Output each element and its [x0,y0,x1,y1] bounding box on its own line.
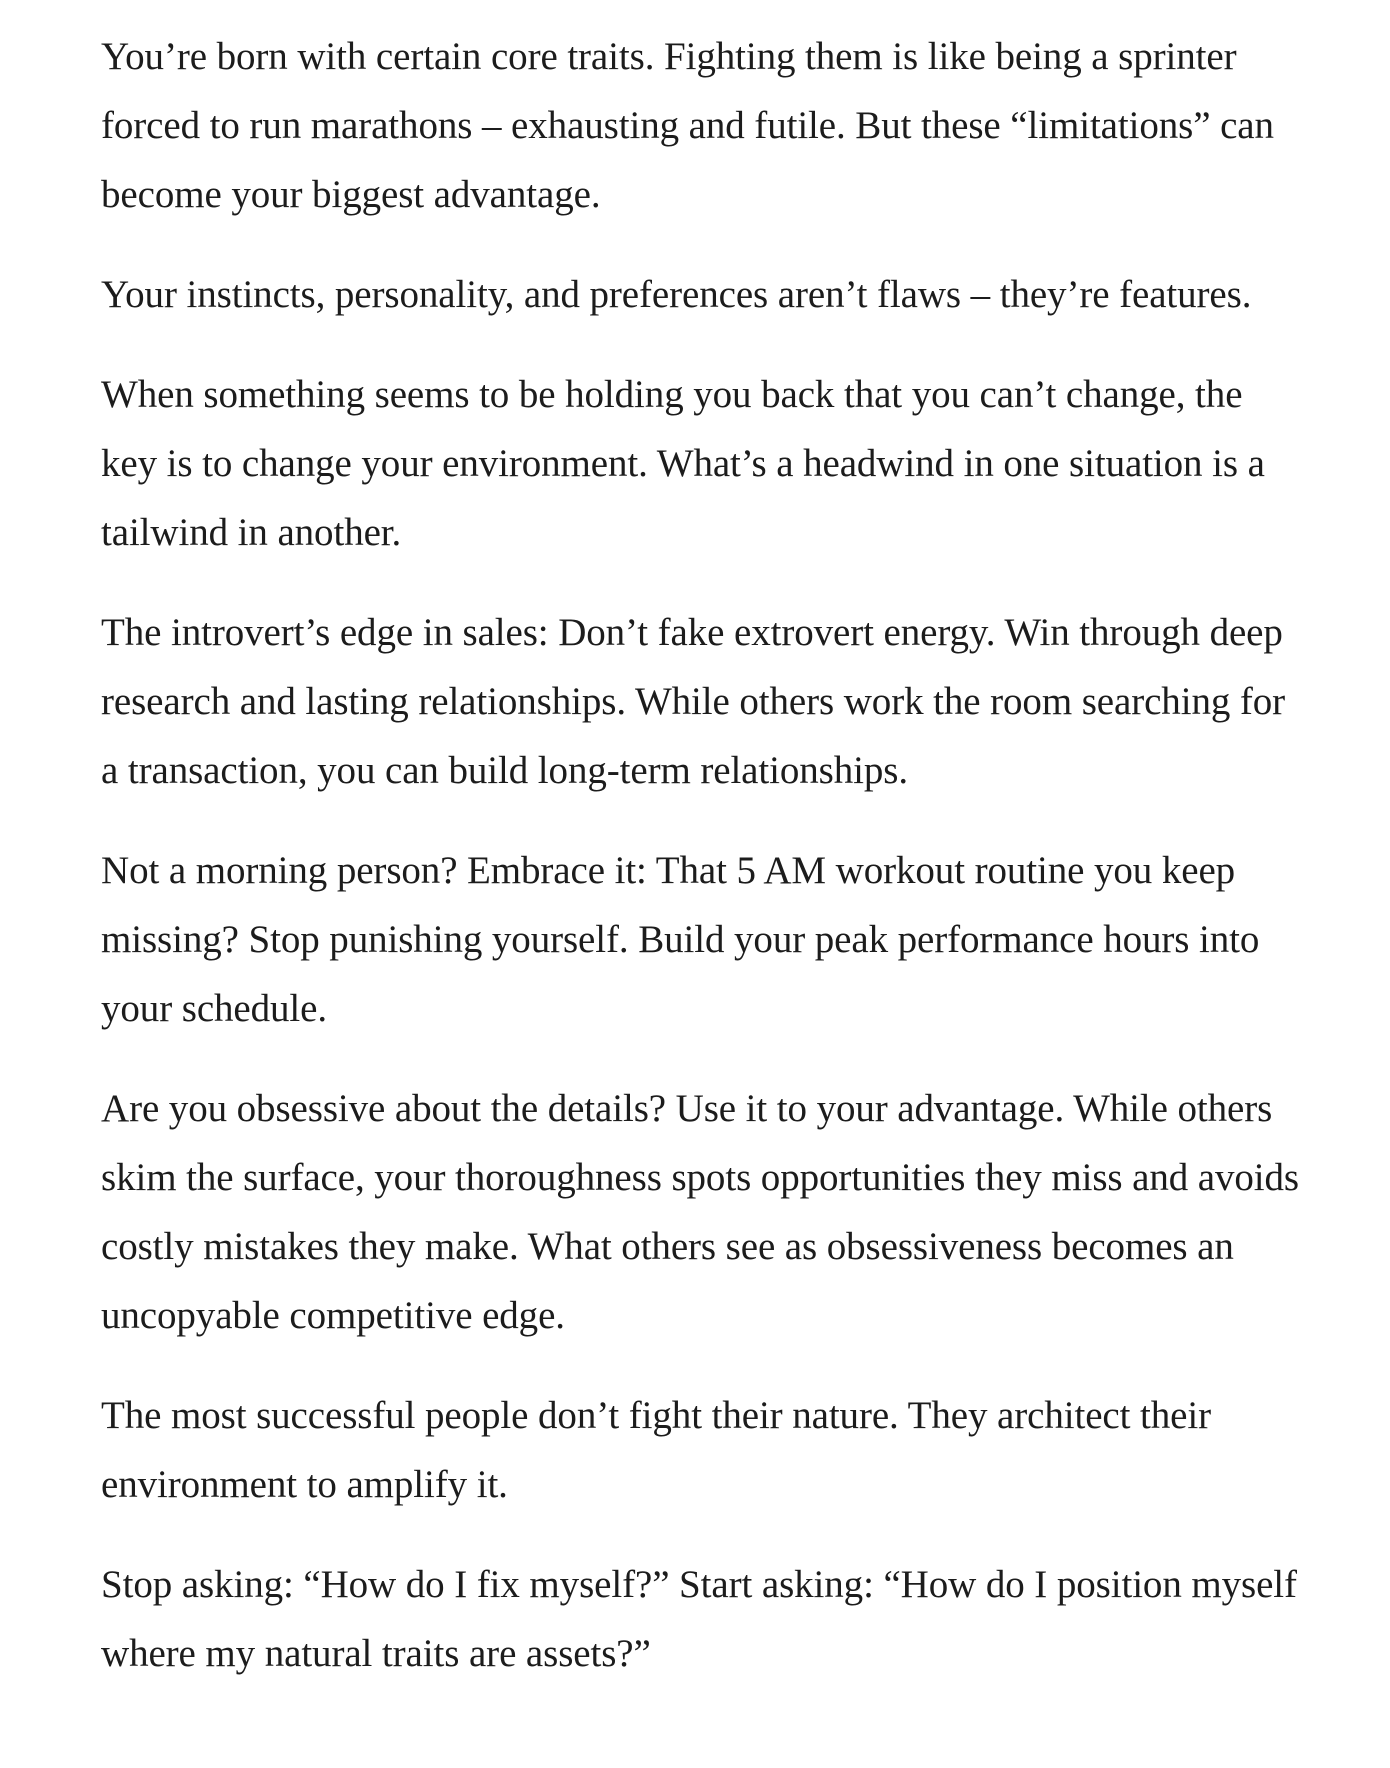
paragraph-obsessive-details: Are you obsessive about the details? Use it to your advantage. While others skim the surface, your thoroughness spots opportunities they miss and avoids costly mistakes they make. What others see as obsessiveness becomes an uncopyable competitive edge. [101,1087,1300,1337]
paragraph-introvert-edge: The introvert’s edge in sales: Don’t fake extrovert energy. Win through deep research and lasting relationships. While others work the room searching for a transaction, you can build long-term relationships. [101,611,1286,792]
paragraph-core-traits: You’re born with certain core traits. Fighting them is like being a sprinter forced to run marathons – exhausting and futile. But these “limitations” can become your biggest advantage. [101,35,1274,216]
paragraph-successful-people: The most successful people don’t fight their nature. They architect their environment to amplify it. [101,1394,1211,1506]
paragraph-stop-asking: Stop asking: “How do I fix myself?” Start asking: “How do I position myself where my natural traits are assets?” [101,1563,1297,1675]
paragraph-features: Your instincts, personality, and preferences aren’t flaws – they’re features. [101,273,1252,316]
paragraph-morning-person: Not a morning person? Embrace it: That 5 AM workout routine you keep missing? Stop punishing yourself. Build your peak performance hours into your schedule. [101,849,1260,1030]
article-body [101,22,1301,1719]
paragraph-environment: When something seems to be holding you back that you can’t change, the key is to change your environment. What’s a headwind in one situation is a tailwind in another. [101,373,1265,554]
